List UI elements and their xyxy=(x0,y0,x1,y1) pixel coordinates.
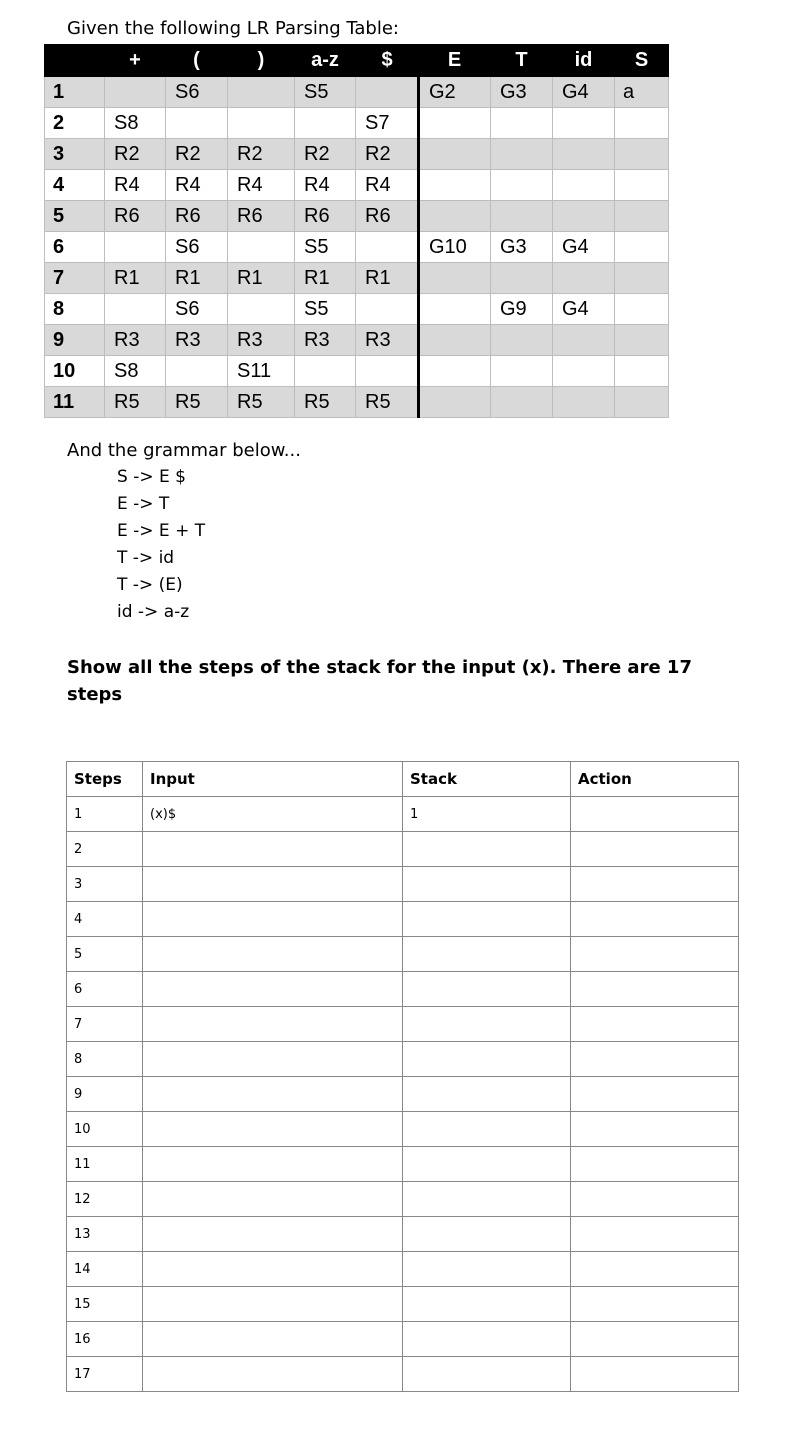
lr-state-cell: 8 xyxy=(45,294,105,325)
steps-table-row xyxy=(67,867,739,902)
lr-table-cell: S8 xyxy=(105,356,166,387)
stack-cell[interactable] xyxy=(403,1042,571,1077)
lr-table-cell: S11 xyxy=(228,356,295,387)
input-cell[interactable] xyxy=(143,1357,403,1392)
steps-column-header: Stack xyxy=(403,762,571,797)
lr-table-cell: R3 xyxy=(228,325,295,356)
lr-table-heading: Given the following LR Parsing Table: xyxy=(67,18,399,39)
lr-table-cell: G4 xyxy=(553,232,615,263)
lr-table-cell: S6 xyxy=(166,232,228,263)
lr-table-cell xyxy=(419,108,491,139)
lr-table-cell xyxy=(553,201,615,232)
lr-table-cell: a xyxy=(615,77,669,108)
input-cell[interactable] xyxy=(143,832,403,867)
input-cell[interactable] xyxy=(143,937,403,972)
lr-table-cell: R3 xyxy=(105,325,166,356)
lr-table-cell xyxy=(491,201,553,232)
lr-table-cell: R3 xyxy=(356,325,419,356)
lr-table-cell xyxy=(166,108,228,139)
steps-table-row xyxy=(67,797,739,832)
step-number-cell: 6 xyxy=(67,972,143,1007)
stack-cell[interactable] xyxy=(403,1287,571,1322)
lr-table-cell xyxy=(295,356,356,387)
steps-column-header: Input xyxy=(143,762,403,797)
lr-column-header: a-z xyxy=(295,45,356,77)
lr-table-cell xyxy=(356,77,419,108)
lr-table-cell xyxy=(228,232,295,263)
lr-header-corner xyxy=(45,45,105,77)
lr-table-cell: R2 xyxy=(356,139,419,170)
lr-table-row xyxy=(45,77,669,108)
lr-table-cell xyxy=(615,232,669,263)
lr-table-cell: R1 xyxy=(295,263,356,294)
lr-table-cell xyxy=(615,387,669,418)
lr-table-cell xyxy=(491,387,553,418)
lr-table-cell xyxy=(615,263,669,294)
lr-table-cell xyxy=(553,139,615,170)
lr-table-cell: G3 xyxy=(491,77,553,108)
lr-table-cell: R6 xyxy=(295,201,356,232)
lr-table-cell: G4 xyxy=(553,77,615,108)
lr-table-cell xyxy=(419,387,491,418)
action-cell[interactable] xyxy=(571,1252,739,1287)
lr-table-cell xyxy=(491,108,553,139)
lr-table-cell: R2 xyxy=(166,139,228,170)
action-cell[interactable] xyxy=(571,1287,739,1322)
input-cell[interactable]: (x)$ xyxy=(143,797,403,832)
steps-table-row xyxy=(67,1252,739,1287)
steps-table-row xyxy=(67,1357,739,1392)
stack-cell[interactable] xyxy=(403,1357,571,1392)
action-cell[interactable] xyxy=(571,1182,739,1217)
lr-table-row xyxy=(45,356,669,387)
action-cell[interactable] xyxy=(571,1112,739,1147)
lr-column-header: ( xyxy=(166,45,228,77)
lr-table-cell: G2 xyxy=(419,77,491,108)
step-number-cell: 9 xyxy=(67,1077,143,1112)
lr-column-header: T xyxy=(491,45,553,77)
grammar-intro: And the grammar below... xyxy=(67,440,301,461)
lr-table-row xyxy=(45,387,669,418)
step-number-cell: 10 xyxy=(67,1112,143,1147)
lr-table-cell: R1 xyxy=(228,263,295,294)
grammar-rule: S -> E $ xyxy=(117,467,186,487)
lr-column-header: ) xyxy=(228,45,295,77)
stack-cell[interactable] xyxy=(403,832,571,867)
lr-table-cell: R6 xyxy=(228,201,295,232)
lr-table-cell xyxy=(419,170,491,201)
lr-table-cell: R1 xyxy=(166,263,228,294)
lr-table-cell xyxy=(105,294,166,325)
lr-table-cell: R2 xyxy=(295,139,356,170)
lr-table-cell xyxy=(228,294,295,325)
steps-table-row xyxy=(67,972,739,1007)
lr-table-cell: S5 xyxy=(295,294,356,325)
lr-table-row xyxy=(45,139,669,170)
action-cell[interactable] xyxy=(571,1322,739,1357)
input-cell[interactable] xyxy=(143,867,403,902)
steps-table-row xyxy=(67,1077,739,1112)
step-number-cell: 12 xyxy=(67,1182,143,1217)
steps-column-header: Steps xyxy=(67,762,143,797)
lr-table-cell xyxy=(553,325,615,356)
lr-table-cell xyxy=(615,139,669,170)
input-cell[interactable] xyxy=(143,1252,403,1287)
stack-cell[interactable] xyxy=(403,867,571,902)
lr-table-cell xyxy=(295,108,356,139)
action-cell[interactable] xyxy=(571,1007,739,1042)
input-cell[interactable] xyxy=(143,1007,403,1042)
lr-table-cell xyxy=(615,201,669,232)
steps-column-header: Action xyxy=(571,762,739,797)
step-number-cell: 11 xyxy=(67,1147,143,1182)
action-cell[interactable] xyxy=(571,867,739,902)
stack-cell[interactable] xyxy=(403,1217,571,1252)
action-cell[interactable] xyxy=(571,1077,739,1112)
steps-table-row xyxy=(67,1182,739,1217)
input-cell[interactable] xyxy=(143,972,403,1007)
lr-table-cell xyxy=(553,108,615,139)
lr-table-cell xyxy=(356,232,419,263)
lr-table-cell xyxy=(615,108,669,139)
lr-table-row xyxy=(45,263,669,294)
lr-table-cell xyxy=(615,325,669,356)
step-number-cell: 4 xyxy=(67,902,143,937)
action-cell[interactable] xyxy=(571,797,739,832)
lr-table-cell: R6 xyxy=(105,201,166,232)
steps-table-row xyxy=(67,1042,739,1077)
input-cell[interactable] xyxy=(143,1217,403,1252)
input-cell[interactable] xyxy=(143,902,403,937)
lr-table-cell xyxy=(419,356,491,387)
step-number-cell: 3 xyxy=(67,867,143,902)
lr-table-cell: G9 xyxy=(491,294,553,325)
lr-column-header: + xyxy=(105,45,166,77)
lr-table-cell: R6 xyxy=(166,201,228,232)
grammar-rule: T -> id xyxy=(117,548,175,568)
action-cell[interactable] xyxy=(571,1357,739,1392)
lr-table-row xyxy=(45,170,669,201)
stack-cell[interactable] xyxy=(403,902,571,937)
lr-table-cell xyxy=(491,356,553,387)
lr-table-row xyxy=(45,201,669,232)
lr-state-cell: 5 xyxy=(45,201,105,232)
lr-table-row xyxy=(45,294,669,325)
steps-table xyxy=(66,761,739,1392)
lr-table-cell: R4 xyxy=(295,170,356,201)
lr-table-row xyxy=(45,232,669,263)
lr-state-cell: 2 xyxy=(45,108,105,139)
steps-table-row xyxy=(67,902,739,937)
lr-table-cell xyxy=(166,356,228,387)
lr-table-cell xyxy=(553,356,615,387)
lr-table-cell: R5 xyxy=(228,387,295,418)
lr-table-cell: R1 xyxy=(105,263,166,294)
input-cell[interactable] xyxy=(143,1042,403,1077)
lr-state-cell: 3 xyxy=(45,139,105,170)
lr-table-cell: R4 xyxy=(166,170,228,201)
steps-table-row xyxy=(67,832,739,867)
lr-table-cell: R5 xyxy=(295,387,356,418)
input-cell[interactable] xyxy=(143,1147,403,1182)
lr-state-cell: 1 xyxy=(45,77,105,108)
lr-table-cell xyxy=(419,201,491,232)
stack-cell[interactable]: 1 xyxy=(403,797,571,832)
lr-table-cell: R5 xyxy=(105,387,166,418)
lr-table-cell xyxy=(419,139,491,170)
stack-cell[interactable] xyxy=(403,1322,571,1357)
lr-table-cell xyxy=(105,77,166,108)
lr-table-cell xyxy=(615,294,669,325)
steps-table-row xyxy=(67,1112,739,1147)
lr-state-cell: 9 xyxy=(45,325,105,356)
stack-cell[interactable] xyxy=(403,1147,571,1182)
lr-table-row xyxy=(45,108,669,139)
action-cell[interactable] xyxy=(571,832,739,867)
stack-cell[interactable] xyxy=(403,1007,571,1042)
lr-table-cell: R5 xyxy=(356,387,419,418)
lr-table-cell xyxy=(491,325,553,356)
stack-cell[interactable] xyxy=(403,1077,571,1112)
lr-table-cell xyxy=(491,139,553,170)
step-number-cell: 13 xyxy=(67,1217,143,1252)
lr-table-cell xyxy=(228,108,295,139)
step-number-cell: 17 xyxy=(67,1357,143,1392)
lr-parsing-table xyxy=(44,44,669,418)
action-cell[interactable] xyxy=(571,937,739,972)
lr-column-header: $ xyxy=(356,45,419,77)
lr-table-cell: R2 xyxy=(228,139,295,170)
lr-table-cell xyxy=(356,356,419,387)
lr-state-cell: 11 xyxy=(45,387,105,418)
input-cell[interactable] xyxy=(143,1322,403,1357)
lr-table-cell: R6 xyxy=(356,201,419,232)
lr-table-cell xyxy=(491,170,553,201)
lr-table-cell xyxy=(553,263,615,294)
step-number-cell: 8 xyxy=(67,1042,143,1077)
lr-table-cell: R5 xyxy=(166,387,228,418)
steps-table-row xyxy=(67,1287,739,1322)
stack-cell[interactable] xyxy=(403,972,571,1007)
stack-cell[interactable] xyxy=(403,1252,571,1287)
step-number-cell: 15 xyxy=(67,1287,143,1322)
lr-table-row xyxy=(45,325,669,356)
grammar-rule: E -> T xyxy=(117,494,170,514)
lr-table-cell xyxy=(356,294,419,325)
lr-table-cell: S8 xyxy=(105,108,166,139)
lr-table-cell xyxy=(419,325,491,356)
lr-table-cell xyxy=(228,77,295,108)
stack-cell[interactable] xyxy=(403,937,571,972)
grammar-rule: T -> (E) xyxy=(117,575,183,595)
lr-table-cell: R3 xyxy=(295,325,356,356)
grammar-rule: id -> a-z xyxy=(117,602,190,622)
steps-table-row xyxy=(67,1217,739,1252)
lr-state-cell: 10 xyxy=(45,356,105,387)
input-cell[interactable] xyxy=(143,1112,403,1147)
lr-table-cell: R3 xyxy=(166,325,228,356)
lr-table-cell: R4 xyxy=(356,170,419,201)
lr-table-cell: G3 xyxy=(491,232,553,263)
step-number-cell: 1 xyxy=(67,797,143,832)
grammar-rule: E -> E + T xyxy=(117,521,206,541)
action-cell[interactable] xyxy=(571,1042,739,1077)
lr-table-cell: S5 xyxy=(295,232,356,263)
lr-table-cell xyxy=(553,170,615,201)
lr-table-cell xyxy=(553,387,615,418)
lr-table-cell: R1 xyxy=(356,263,419,294)
steps-table-row xyxy=(67,937,739,972)
lr-table-cell xyxy=(491,263,553,294)
lr-column-header: S xyxy=(615,45,669,77)
input-cell[interactable] xyxy=(143,1182,403,1217)
lr-table-cell: S5 xyxy=(295,77,356,108)
lr-table-cell xyxy=(615,356,669,387)
action-cell[interactable] xyxy=(571,1147,739,1182)
action-cell[interactable] xyxy=(571,972,739,1007)
action-cell[interactable] xyxy=(571,1217,739,1252)
lr-table-cell: R2 xyxy=(105,139,166,170)
step-number-cell: 5 xyxy=(67,937,143,972)
lr-table-cell: G10 xyxy=(419,232,491,263)
lr-table-cell xyxy=(615,170,669,201)
lr-state-cell: 7 xyxy=(45,263,105,294)
lr-table-cell: G4 xyxy=(553,294,615,325)
steps-table-row xyxy=(67,1007,739,1042)
lr-column-header: E xyxy=(419,45,491,77)
lr-table-cell xyxy=(105,232,166,263)
question-prompt: Show all the steps of the stack for the input (x). There are 17 steps xyxy=(67,657,692,705)
lr-table-cell: R4 xyxy=(105,170,166,201)
input-cell[interactable] xyxy=(143,1287,403,1322)
step-number-cell: 2 xyxy=(67,832,143,867)
step-number-cell: 16 xyxy=(67,1322,143,1357)
step-number-cell: 14 xyxy=(67,1252,143,1287)
lr-table-cell xyxy=(419,263,491,294)
lr-table-cell: S7 xyxy=(356,108,419,139)
stack-cell[interactable] xyxy=(403,1182,571,1217)
stack-cell[interactable] xyxy=(403,1112,571,1147)
action-cell[interactable] xyxy=(571,902,739,937)
lr-table-cell: S6 xyxy=(166,77,228,108)
lr-state-cell: 4 xyxy=(45,170,105,201)
lr-table-cell xyxy=(419,294,491,325)
lr-table-cell: R4 xyxy=(228,170,295,201)
steps-table-row xyxy=(67,1322,739,1357)
steps-table-row xyxy=(67,1147,739,1182)
lr-state-cell: 6 xyxy=(45,232,105,263)
lr-column-header: id xyxy=(553,45,615,77)
step-number-cell: 7 xyxy=(67,1007,143,1042)
lr-table-cell: S6 xyxy=(166,294,228,325)
input-cell[interactable] xyxy=(143,1077,403,1112)
